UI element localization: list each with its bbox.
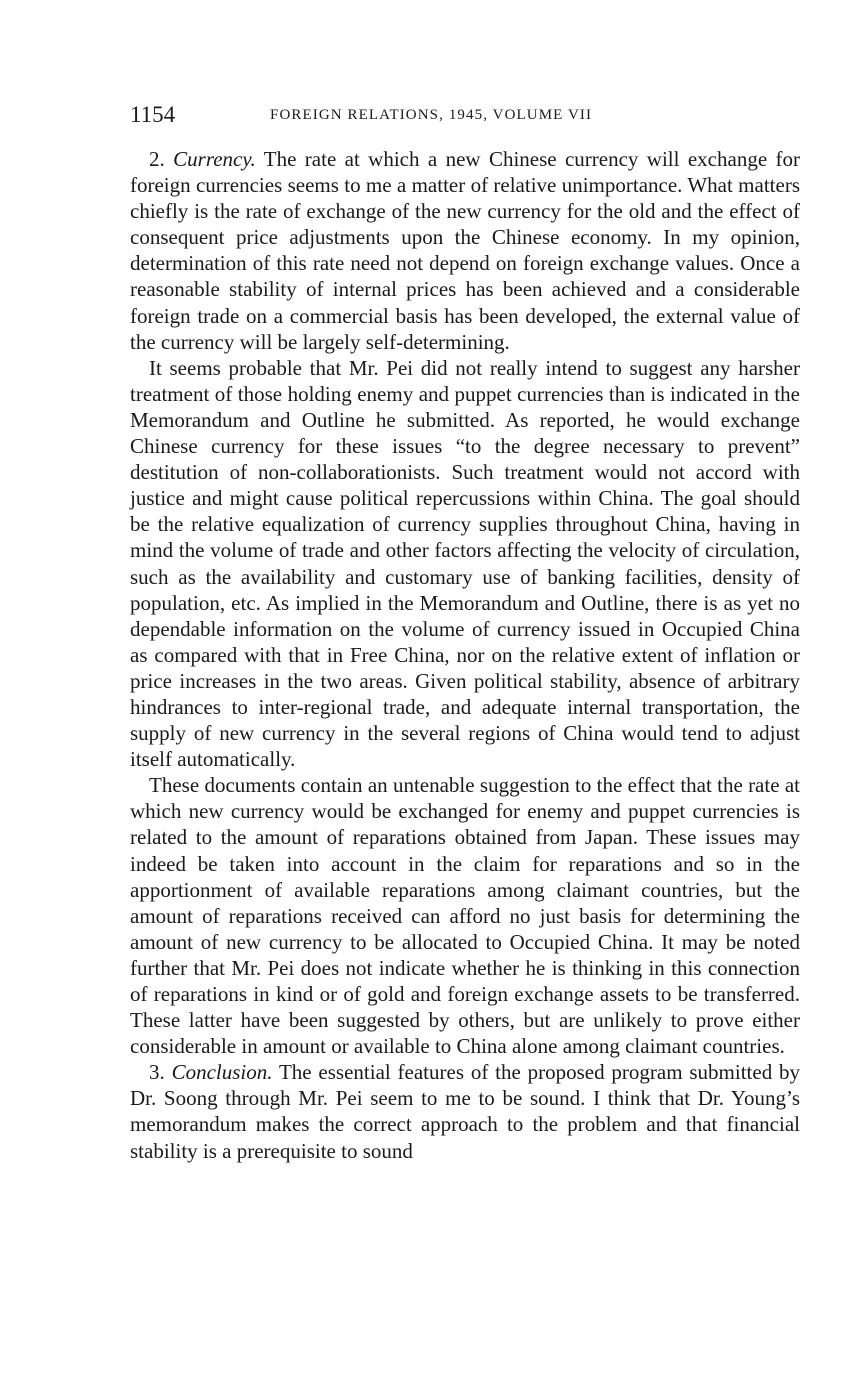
running-head: FOREIGN RELATIONS, 1945, VOLUME VII: [270, 107, 593, 123]
paragraph-text: It seems probable that Mr. Pei did not really intend to suggest any harsher treatment of those holding enemy and puppet currencies than is indicated in the Memorandum and Outline he submitted. As reported, he would exchange Chinese currency for these issues “to the degree necessary to prevent” destitution of non-collaborationists. Such treatment would not accord with justice and might cause political repercussions within China. The goal should be the relative equalization of currency supplies throughout China, having in mind the volume of trade and other factors affecting the velocity of circulation, such as the availability and customary use of banking facilities, density of population, etc. As implied in the Memorandum and Outline, there is as yet no dependable information on the volume of currency issued in Occupied China as compared with that in Free China, nor on the relative extent of inflation or price increases in the two areas. Given political stability, absence of arbitrary hindrances to inter-regional trade, and adequate internal transportation, the supply of new currency in the several regions of China would tend to adjust itself automatically.: [130, 355, 800, 772]
paragraph-text: These documents contain an untenable suggestion to the effect that the rate at which new currency would be exchanged for enemy and puppet currencies is related to the amount of reparations obtained from Japan. These issues may indeed be taken into account in the claim for reparations and so in the apportionment of available reparations among claimant countries, but the amount of reparations received can afford no just basis for determining the amount of new currency to be allocated to Occupied China. It may be noted further that Mr. Pei does not indicate whether he is thinking in this connection of reparations in kind or of gold and foreign exchange assets to be transferred. These latter have been suggested by others, but are unlikely to prove either considerable in amount or available to China alone among claimant countries.: [130, 773, 800, 1059]
paragraph-text: The essential features of the proposed program submitted by Dr. Soong through Mr. Pei seem to me to be sound. I think that Dr. Young’s memorandum makes the correct approach to the problem and that financial stability is a prerequisite to sound: [130, 1060, 801, 1163]
paragraph-conclusion: [130, 1059, 800, 1163]
paragraph-reparations: [130, 772, 800, 1059]
section-number: 3.: [149, 1060, 165, 1085]
paragraph-text: The rate at which a new Chinese currency will exchange for foreign currencies seems to me a matter of relative unimportance. What matters chiefly is the rate of exchange of the new currency for the old and the effect of consequent price adjustments upon the Chinese economy. In my opinion, determination of this rate need not depend on foreign exchange values. Once a reasonable stability of internal prices has been achieved and a considerable foreign trade on a commercial basis has been developed, the external value of the currency will be largely self-determining.: [130, 147, 801, 354]
page-header: [130, 100, 800, 130]
paragraph-currency: [130, 146, 800, 355]
section-heading: Currency.: [173, 147, 256, 171]
paragraph-pei-treatment: [130, 355, 800, 773]
section-number: 2.: [149, 147, 165, 171]
section-heading: Conclusion.: [171, 1060, 273, 1085]
page-number: 1154: [130, 102, 176, 127]
body-text: [130, 146, 800, 1164]
